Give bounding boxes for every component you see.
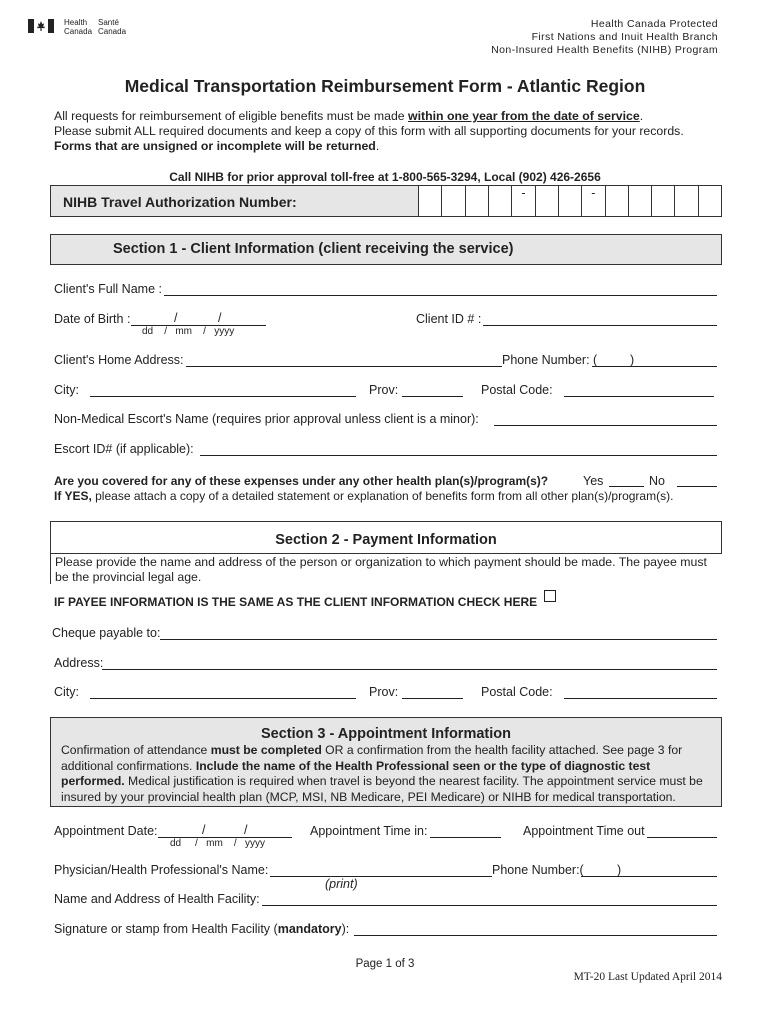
page-title: Medical Transportation Reimbursement Form - Atlantic Region	[124, 76, 646, 96]
covered-no-field[interactable]	[677, 486, 717, 487]
physician-field[interactable]	[270, 876, 492, 877]
city-field[interactable]	[90, 396, 356, 397]
address-field[interactable]	[102, 669, 717, 670]
cheque-label: Cheque payable to:	[52, 626, 161, 640]
auth-cell[interactable]	[489, 186, 512, 216]
intro-line3-c: .	[375, 139, 380, 153]
appt-time-in-label: Appointment Time in:	[310, 824, 428, 838]
page-number: Page 1 of 3	[355, 958, 415, 970]
auth-cell[interactable]	[699, 186, 721, 216]
header-right	[491, 18, 718, 57]
payee-postal-label: Postal Code:	[481, 685, 553, 699]
section2-desc: Please provide the name and address of the person or organization to which payment should be made. The payee must be the provincial legal age.	[55, 555, 707, 584]
signature-a: Signature or stamp from Health Facility (	[54, 922, 278, 936]
logo-text-fr	[98, 18, 126, 36]
print-hint: (print)	[325, 877, 358, 891]
address-label: Address:	[54, 656, 104, 670]
intro-line1-a: All requests for reimbursement of eligible benefits must be made	[54, 109, 409, 123]
auth-cell[interactable]	[536, 186, 559, 216]
section3-desc-line1	[61, 743, 703, 759]
escort-id-label: Escort ID# (if applicable):	[54, 442, 194, 456]
program-label: Non-Insured Health Benefits (NIHB) Program	[491, 44, 718, 56]
intro-line2: Please submit ALL required documents and keep a copy of this form with all supporting documents for your records.	[54, 124, 684, 138]
logo-en-line2: Canada	[64, 27, 93, 36]
d1a: Confirmation of attendance	[61, 743, 211, 757]
physician-phone-label: Phone Number:(	[492, 863, 584, 877]
same-as-client-text: IF PAYEE INFORMATION IS THE SAME AS THE CLIENT INFORMATION CHECK HERE	[54, 595, 538, 609]
d2a: additional confirmations.	[61, 758, 196, 773]
appt-time-out-label: Appointment Time out	[523, 824, 645, 838]
escort-name-label: Non-Medical Escort's Name (requires prior approval unless client is a minor):	[54, 412, 479, 426]
auth-cell[interactable]	[442, 186, 465, 216]
escort-id-field[interactable]	[200, 455, 717, 456]
section2-body	[50, 553, 721, 584]
auth-cell[interactable]	[606, 186, 629, 216]
full-name-field[interactable]	[164, 295, 717, 296]
escort-name-field[interactable]	[494, 425, 717, 426]
canada-flag-icon	[28, 19, 54, 33]
physician-phone-paren-close: )	[617, 863, 622, 877]
facility-label: Name and Address of Health Facility:	[54, 892, 260, 906]
appt-date-label: Appointment Date:	[54, 824, 158, 838]
appt-date-slash-2: /	[244, 823, 248, 837]
travel-auth-cells[interactable]	[418, 185, 722, 217]
section2-title: Section 2 - Payment Information	[275, 532, 497, 548]
dob-slash-1: /	[174, 311, 178, 325]
full-name-label: Client's Full Name :	[54, 282, 162, 296]
d3b: Medical justification is required when travel is beyond the nearest facility. The appointment service must be	[124, 774, 703, 788]
physician-label: Physician/Health Professional's Name:	[54, 863, 269, 877]
travel-auth-box	[50, 185, 419, 217]
if-yes-bold: If YES,	[54, 489, 92, 503]
prov-label: Prov:	[369, 383, 399, 397]
auth-cell[interactable]	[466, 186, 489, 216]
auth-dash: -	[521, 186, 526, 200]
phone-field[interactable]	[592, 366, 717, 367]
intro-line1	[54, 109, 684, 124]
dob-slash-2: /	[218, 311, 222, 325]
signature-c: ):	[341, 922, 350, 936]
signature-label	[54, 922, 349, 936]
physician-phone-field[interactable]	[581, 876, 717, 877]
logo-fr-line2: Canada	[98, 27, 127, 36]
protected-label: Health Canada Protected	[590, 18, 718, 30]
section3-desc-line2	[61, 759, 703, 775]
signature-b: mandatory	[277, 922, 342, 936]
travel-auth-label: NIHB Travel Authorization Number:	[63, 194, 297, 210]
facility-field[interactable]	[262, 905, 717, 906]
same-as-client-checkbox[interactable]	[544, 590, 556, 602]
section1-header	[50, 234, 722, 265]
intro-line1-b: within one year from the date of service	[408, 109, 640, 123]
intro-line3-b: Forms that are unsigned or incomplete will be returned	[54, 139, 376, 153]
d1b: must be completed	[210, 743, 322, 757]
section3-desc	[61, 743, 703, 805]
section3-title: Section 3 - Appointment Information	[261, 726, 511, 742]
section3-box	[50, 717, 722, 807]
home-address-field[interactable]	[186, 366, 502, 367]
intro-line1-c: .	[639, 109, 644, 123]
phone-label: Phone Number: (	[502, 353, 598, 367]
d1c: OR a confirmation from the health facility attached. See page 3 for	[321, 743, 683, 757]
payee-prov-label: Prov:	[369, 685, 399, 699]
d2b: Include the name of the Health Professional seen or the type of diagnostic test	[195, 758, 651, 773]
covered-yes-field[interactable]	[609, 486, 644, 487]
home-address-label: Client's Home Address:	[54, 353, 184, 367]
section3-desc-line3	[61, 774, 703, 790]
client-id-label: Client ID # :	[416, 312, 482, 326]
auth-cell[interactable]	[629, 186, 652, 216]
appt-date-slash-1: /	[202, 823, 206, 837]
section2-header	[50, 521, 722, 554]
payee-postal-field[interactable]	[564, 698, 717, 699]
logo-fr-line1: Santé	[98, 18, 119, 27]
auth-dash: -	[591, 186, 596, 200]
call-line: Call NIHB for prior approval toll-free at 1-800-565-3294, Local (902) 426-2656	[169, 170, 601, 184]
client-id-field[interactable]	[483, 325, 717, 326]
d3a: performed.	[61, 774, 125, 788]
section3-desc-line4: insured by your provincial health plan (MCP, MSI, NB Medicare, PEI Medicare) or NIHB for medical transportation.	[61, 789, 676, 804]
auth-cell[interactable]	[419, 186, 442, 216]
appt-date-hint: dd / mm / yyyy	[170, 838, 266, 849]
cheque-field[interactable]	[160, 639, 717, 640]
postal-field[interactable]	[564, 396, 714, 397]
same-as-client-label	[54, 595, 556, 609]
branch-label: First Nations and Inuit Health Branch	[531, 31, 718, 43]
signature-field[interactable]	[354, 935, 717, 936]
covered-yes-label: Yes	[583, 474, 604, 488]
form-id: MT-20 Last Updated April 2014	[573, 971, 722, 983]
auth-cell[interactable]	[512, 186, 535, 216]
phone-paren-close: )	[630, 353, 635, 367]
dob-label: Date of Birth :	[54, 312, 131, 326]
payee-city-label: City:	[54, 685, 79, 699]
auth-cell[interactable]	[675, 186, 698, 216]
intro-line3	[54, 139, 684, 154]
appt-time-out-field[interactable]	[647, 837, 717, 838]
payee-prov-field[interactable]	[402, 698, 463, 699]
prov-field[interactable]	[402, 396, 463, 397]
covered-question: Are you covered for any of these expenses under any other health plan(s)/program(s)?	[54, 474, 549, 488]
dob-hint: dd / mm / yyyy	[142, 326, 235, 337]
auth-cell[interactable]	[582, 186, 605, 216]
postal-label: Postal Code:	[481, 383, 553, 397]
auth-cell[interactable]	[652, 186, 675, 216]
city-label: City:	[54, 383, 79, 397]
logo-en-line1: Health	[64, 18, 88, 27]
auth-cell[interactable]	[559, 186, 582, 216]
logo-text-en	[64, 18, 92, 36]
if-yes-note	[54, 489, 673, 503]
covered-no-label: No	[649, 474, 665, 488]
section1-title: Section 1 - Client Information (client receiving the service)	[113, 241, 514, 257]
appt-time-in-field[interactable]	[430, 837, 501, 838]
payee-city-field[interactable]	[90, 698, 356, 699]
if-yes-rest: please attach a copy of a detailed statement or explanation of benefits form from all other plan(s)/program(s).	[91, 489, 674, 503]
intro-text	[54, 109, 684, 154]
